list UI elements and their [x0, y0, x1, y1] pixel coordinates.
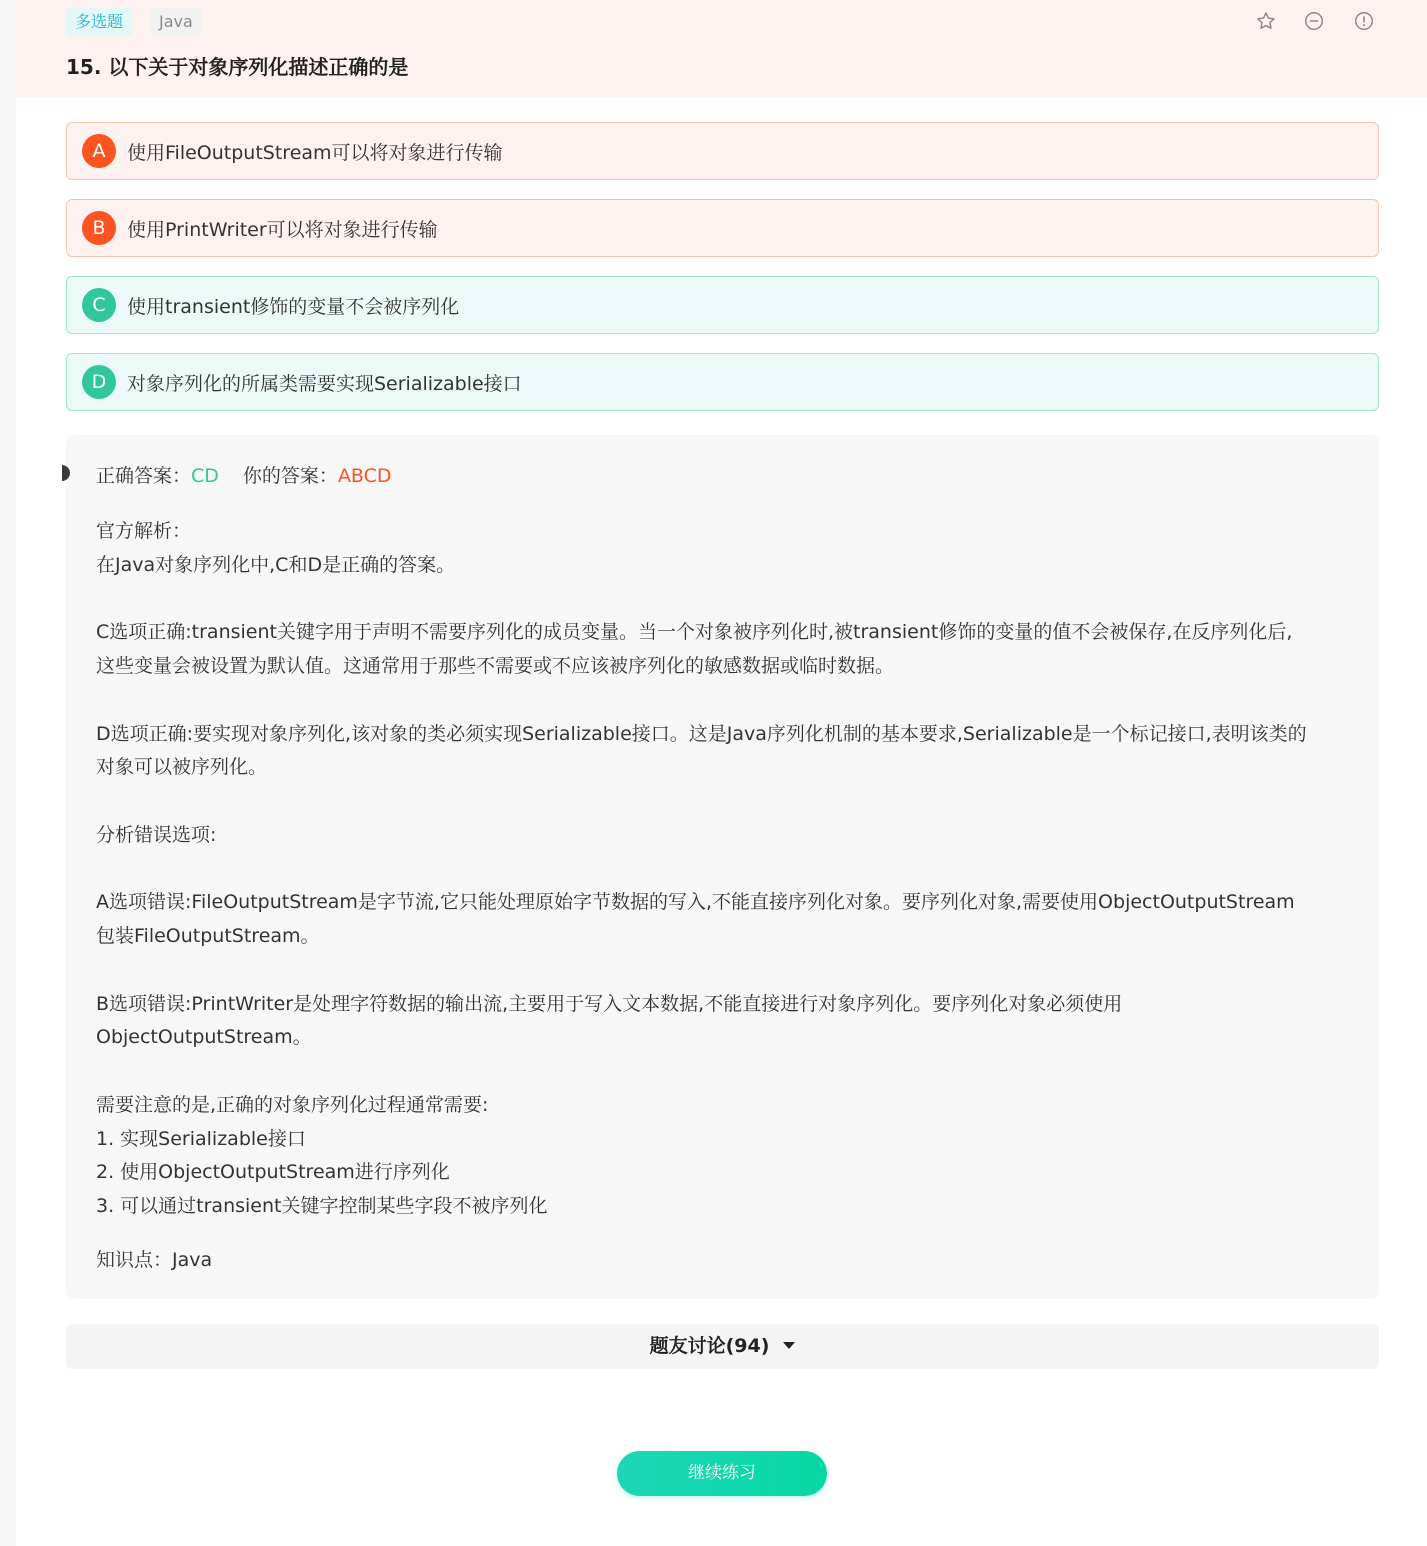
question-type-tag: 多选题 [66, 8, 132, 36]
analysis-panel [66, 435, 1379, 1299]
knowledge-point: 知识点：Java [96, 1249, 213, 1271]
analysis-line: 对象可以被序列化。 [96, 756, 268, 778]
analysis-line: 这些变量会被设置为默认值。这通常用于那些不需要或不应该被序列化的敏感数据或临时数据。 [96, 655, 895, 677]
correct-answer-label: 正确答案： [96, 465, 192, 487]
analysis-line: B选项错误:PrintWriter是处理字符数据的输出流,主要用于写入文本数据,不能直接进行对象序列化。要序列化对象必须使用 [96, 993, 1123, 1015]
question-page [16, 0, 1427, 1546]
continue-practice-button[interactable]: 继续练习 [617, 1451, 827, 1496]
minus-circle-icon[interactable] [1303, 10, 1325, 32]
option-b[interactable] [66, 199, 1379, 257]
option-letter: B [82, 211, 116, 245]
analysis-line: C选项正确:transient关键字用于声明不需要序列化的成员变量。当一个对象被序列化时,被transient修饰的变量的值不会被保存,在反序列化后, [96, 621, 1293, 643]
answer-marker [62, 465, 70, 481]
option-text: 使用transient修饰的变量不会被序列化 [127, 296, 460, 318]
option-d[interactable] [66, 353, 1379, 411]
analysis-line: ObjectOutputStream。 [96, 1026, 312, 1048]
analysis-line: 2. 使用ObjectOutputStream进行序列化 [96, 1161, 450, 1183]
caret-down-icon [783, 1342, 795, 1349]
option-letter: A [82, 134, 116, 168]
discussion-toggle[interactable] [66, 1324, 1379, 1369]
analysis-line: 3. 可以通过transient关键字控制某些字段不被序列化 [96, 1195, 548, 1217]
analysis-line: D选项正确:要实现对象序列化,该对象的类必须实现Serializable接口。这是Java序列化机制的基本要求,Serializable是一个标记接口,表明该类的 [96, 723, 1307, 745]
analysis-line: 分析错误选项: [96, 824, 217, 846]
your-answer-label: 你的答案： [242, 465, 338, 487]
option-text: 对象序列化的所属类需要实现Serializable接口 [127, 373, 522, 395]
analysis-line: 需要注意的是,正确的对象序列化过程通常需要: [96, 1094, 489, 1116]
question-title: 15. 以下关于对象序列化描述正确的是 [66, 55, 409, 79]
analysis-line: 1. 实现Serializable接口 [96, 1128, 306, 1150]
option-letter: D [82, 365, 116, 399]
option-letter: C [82, 288, 116, 322]
language-tag: Java [150, 8, 202, 36]
answer-row [96, 461, 392, 488]
question-header [16, 0, 1427, 97]
alert-circle-icon[interactable] [1353, 10, 1375, 32]
analysis-line: 在Java对象序列化中,C和D是正确的答案。 [96, 554, 456, 576]
discussion-label: 题友讨论(94) [649, 1335, 770, 1357]
option-c[interactable] [66, 276, 1379, 334]
option-a[interactable] [66, 122, 1379, 180]
your-answer-value: ABCD [337, 465, 392, 487]
analysis-heading: 官方解析： [96, 520, 192, 542]
correct-answer-value: CD [191, 465, 219, 487]
option-text: 使用FileOutputStream可以将对象进行传输 [127, 142, 503, 164]
analysis-line: 包装FileOutputStream。 [96, 925, 320, 947]
option-text: 使用PrintWriter可以将对象进行传输 [127, 219, 438, 241]
analysis-line: A选项错误:FileOutputStream是字节流,它只能处理原始字节数据的写入,不能直接序列化对象。要序列化对象,需要使用ObjectOutputStream [96, 891, 1295, 913]
star-icon[interactable] [1255, 10, 1277, 32]
